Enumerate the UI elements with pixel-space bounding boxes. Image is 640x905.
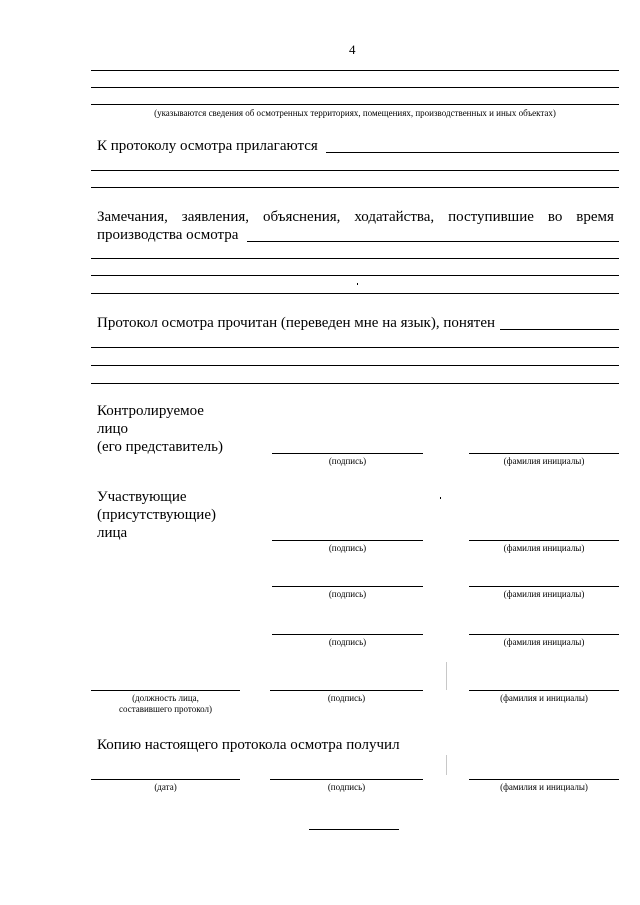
signature-line (272, 453, 423, 454)
fill-line (91, 258, 619, 259)
name-line (469, 586, 619, 587)
date-line (91, 779, 240, 780)
label-line: лицо (97, 421, 129, 437)
label-line: Контролируемое (97, 403, 204, 419)
fill-line (247, 241, 619, 242)
fill-line (91, 383, 619, 384)
remarks-word: объяснения, (262, 209, 341, 225)
attachments-label: К протоколу осмотра прилагаются (97, 138, 318, 154)
remarks-word: время (576, 209, 614, 225)
remarks-heading-line2: производства осмотра (97, 227, 239, 243)
name-line (469, 690, 619, 691)
scan-artifact (446, 662, 447, 690)
name-caption: (фамилия инициалы) (503, 456, 585, 466)
scan-speck (440, 497, 441, 499)
officer-caption (91, 693, 240, 715)
signature-caption: (подпись) (328, 637, 367, 647)
fill-line (91, 170, 619, 171)
signature-caption: (подпись) (328, 589, 367, 599)
remarks-word: заявления, (181, 209, 250, 225)
read-statement: Протокол осмотра прочитан (переведен мне на язык), понятен (97, 315, 496, 331)
signature-caption: (подпись) (327, 782, 366, 792)
signature-line (270, 779, 423, 780)
remarks-word: ходатайства, (354, 209, 435, 225)
signature-line (272, 634, 423, 635)
fill-line (91, 187, 619, 188)
remarks-heading-line1 (97, 208, 614, 226)
name-line (469, 634, 619, 635)
name-line (469, 540, 619, 541)
name-line (469, 779, 619, 780)
scan-artifact (446, 755, 447, 775)
scan-speck (357, 283, 358, 285)
closing-rule (309, 829, 399, 830)
label-line: Участвующие (97, 489, 187, 505)
copy-received-label: Копию настоящего протокола осмотра получил (97, 737, 400, 753)
label-line: лица (97, 525, 128, 541)
caption-line: составившего протокол) (118, 704, 212, 714)
name-line (469, 453, 619, 454)
fill-line (91, 365, 619, 366)
signature-line (272, 586, 423, 587)
fill-line (91, 275, 619, 276)
remarks-word: поступившие (448, 209, 534, 225)
signature-caption: (подпись) (328, 456, 367, 466)
controlled-person-label (97, 402, 223, 456)
signature-line (272, 540, 423, 541)
fill-line (500, 329, 619, 330)
fill-line (91, 104, 619, 105)
remarks-word: во (547, 209, 563, 225)
signature-caption: (подпись) (328, 543, 367, 553)
page-number: 4 (349, 42, 356, 57)
name-caption: (фамилия инициалы) (503, 543, 585, 553)
date-caption: (дата) (154, 782, 177, 792)
signature-line (270, 690, 423, 691)
fill-line (91, 347, 619, 348)
label-line: (его представитель) (97, 439, 223, 455)
territory-caption: (указываются сведения об осмотренных территориях, помещениях, производственных и иных объектах) (154, 108, 556, 118)
name-caption-full: (фамилия и инициалы) (500, 693, 588, 703)
name-caption: (фамилия инициалы) (503, 589, 585, 599)
participants-label (97, 488, 216, 542)
position-line (91, 690, 240, 691)
fill-line (91, 87, 619, 88)
name-caption: (фамилия инициалы) (503, 637, 585, 647)
fill-line (326, 152, 619, 153)
fill-line (91, 293, 619, 294)
fill-line (91, 70, 619, 71)
caption-line: (должность лица, (132, 693, 199, 703)
remarks-word: Замечания, (97, 209, 168, 225)
name-caption-full: (фамилия и инициалы) (500, 782, 588, 792)
signature-caption: (подпись) (327, 693, 366, 703)
label-line: (присутствующие) (97, 507, 216, 523)
